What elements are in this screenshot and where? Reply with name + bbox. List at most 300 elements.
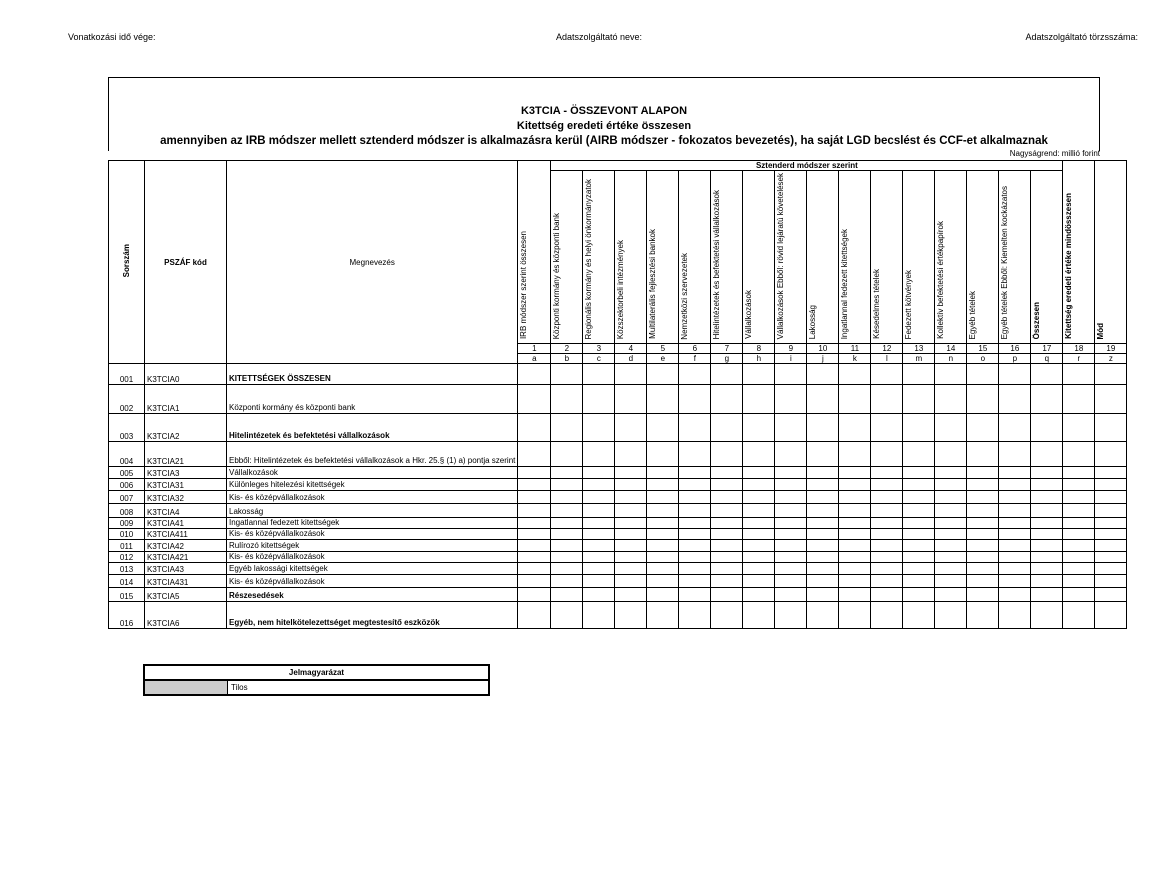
data-cell[interactable]	[1031, 518, 1063, 529]
data-cell[interactable]	[871, 552, 903, 563]
data-cell[interactable]	[1063, 552, 1095, 563]
data-cell[interactable]	[647, 364, 679, 385]
data-cell[interactable]	[615, 385, 647, 414]
data-cell[interactable]	[999, 563, 1031, 575]
data-cell[interactable]	[839, 504, 871, 518]
data-cell[interactable]	[647, 540, 679, 552]
data-cell[interactable]	[967, 529, 999, 540]
data-cell[interactable]	[743, 414, 775, 442]
data-cell[interactable]	[903, 504, 935, 518]
data-cell[interactable]	[583, 540, 615, 552]
data-cell[interactable]	[679, 385, 711, 414]
data-cell[interactable]	[615, 479, 647, 491]
data-cell[interactable]	[1031, 414, 1063, 442]
data-cell[interactable]	[615, 442, 647, 467]
data-cell[interactable]	[999, 602, 1031, 629]
data-cell[interactable]	[807, 529, 839, 540]
data-cell[interactable]	[935, 479, 967, 491]
data-cell[interactable]	[871, 479, 903, 491]
data-cell[interactable]	[615, 364, 647, 385]
data-cell[interactable]	[647, 552, 679, 563]
data-cell[interactable]	[903, 414, 935, 442]
data-cell[interactable]	[583, 467, 615, 479]
data-cell[interactable]	[807, 467, 839, 479]
data-cell[interactable]	[583, 575, 615, 588]
data-cell[interactable]	[871, 540, 903, 552]
data-cell[interactable]	[775, 518, 807, 529]
data-cell[interactable]	[775, 552, 807, 563]
data-cell[interactable]	[871, 575, 903, 588]
data-cell[interactable]	[743, 552, 775, 563]
data-cell[interactable]	[615, 602, 647, 629]
data-cell[interactable]	[935, 602, 967, 629]
data-cell[interactable]	[518, 491, 551, 504]
data-cell[interactable]	[583, 385, 615, 414]
data-cell[interactable]	[1095, 602, 1127, 629]
data-cell[interactable]	[839, 552, 871, 563]
data-cell[interactable]	[1063, 385, 1095, 414]
data-cell[interactable]	[583, 491, 615, 504]
data-cell[interactable]	[1031, 602, 1063, 629]
data-cell[interactable]	[903, 467, 935, 479]
data-cell[interactable]	[903, 552, 935, 563]
data-cell[interactable]	[775, 504, 807, 518]
data-cell[interactable]	[871, 504, 903, 518]
data-cell[interactable]	[743, 504, 775, 518]
data-cell[interactable]	[1031, 442, 1063, 467]
data-cell[interactable]	[871, 414, 903, 442]
data-cell[interactable]	[935, 540, 967, 552]
data-cell[interactable]	[807, 414, 839, 442]
data-cell[interactable]	[743, 588, 775, 602]
data-cell[interactable]	[1063, 504, 1095, 518]
data-cell[interactable]	[551, 385, 583, 414]
data-cell[interactable]	[807, 540, 839, 552]
data-cell[interactable]	[551, 491, 583, 504]
data-cell[interactable]	[999, 518, 1031, 529]
data-cell[interactable]	[711, 467, 743, 479]
data-cell[interactable]	[743, 529, 775, 540]
data-cell[interactable]	[807, 563, 839, 575]
data-cell[interactable]	[743, 491, 775, 504]
data-cell[interactable]	[615, 529, 647, 540]
data-cell[interactable]	[967, 479, 999, 491]
data-cell[interactable]	[935, 504, 967, 518]
data-cell[interactable]	[743, 467, 775, 479]
data-cell[interactable]	[1031, 563, 1063, 575]
data-cell[interactable]	[1031, 491, 1063, 504]
data-cell[interactable]	[583, 529, 615, 540]
data-cell[interactable]	[1095, 442, 1127, 467]
data-cell[interactable]	[871, 467, 903, 479]
data-cell[interactable]	[807, 602, 839, 629]
data-cell[interactable]	[871, 385, 903, 414]
data-cell[interactable]	[615, 552, 647, 563]
data-cell[interactable]	[1063, 588, 1095, 602]
data-cell[interactable]	[1063, 442, 1095, 467]
data-cell[interactable]	[743, 575, 775, 588]
data-cell[interactable]	[999, 588, 1031, 602]
data-cell[interactable]	[1031, 467, 1063, 479]
data-cell[interactable]	[551, 364, 583, 385]
data-cell[interactable]	[679, 479, 711, 491]
data-cell[interactable]	[551, 518, 583, 529]
data-cell[interactable]	[935, 529, 967, 540]
data-cell[interactable]	[711, 442, 743, 467]
data-cell[interactable]	[583, 479, 615, 491]
data-cell[interactable]	[999, 442, 1031, 467]
data-cell[interactable]	[871, 518, 903, 529]
data-cell[interactable]	[999, 364, 1031, 385]
data-cell[interactable]	[583, 414, 615, 442]
data-cell[interactable]	[935, 491, 967, 504]
data-cell[interactable]	[1095, 529, 1127, 540]
data-cell[interactable]	[1063, 414, 1095, 442]
data-cell[interactable]	[839, 602, 871, 629]
data-cell[interactable]	[1031, 504, 1063, 518]
data-cell[interactable]	[551, 588, 583, 602]
data-cell[interactable]	[647, 588, 679, 602]
data-cell[interactable]	[679, 602, 711, 629]
data-cell[interactable]	[967, 552, 999, 563]
data-cell[interactable]	[935, 364, 967, 385]
data-cell[interactable]	[615, 588, 647, 602]
data-cell[interactable]	[903, 602, 935, 629]
data-cell[interactable]	[967, 491, 999, 504]
data-cell[interactable]	[1095, 540, 1127, 552]
data-cell[interactable]	[935, 552, 967, 563]
data-cell[interactable]	[711, 540, 743, 552]
data-cell[interactable]	[1063, 491, 1095, 504]
data-cell[interactable]	[967, 414, 999, 442]
data-cell[interactable]	[711, 575, 743, 588]
data-cell[interactable]	[839, 364, 871, 385]
data-cell[interactable]	[583, 602, 615, 629]
data-cell[interactable]	[583, 563, 615, 575]
data-cell[interactable]	[903, 491, 935, 504]
data-cell[interactable]	[999, 575, 1031, 588]
data-cell[interactable]	[711, 563, 743, 575]
data-cell[interactable]	[807, 518, 839, 529]
data-cell[interactable]	[647, 602, 679, 629]
data-cell[interactable]	[839, 529, 871, 540]
data-cell[interactable]	[775, 414, 807, 442]
data-cell[interactable]	[743, 364, 775, 385]
data-cell[interactable]	[967, 504, 999, 518]
data-cell[interactable]	[711, 491, 743, 504]
data-cell[interactable]	[839, 414, 871, 442]
data-cell[interactable]	[711, 552, 743, 563]
data-cell[interactable]	[647, 563, 679, 575]
data-cell[interactable]	[743, 442, 775, 467]
data-cell[interactable]	[518, 414, 551, 442]
data-cell[interactable]	[679, 540, 711, 552]
data-cell[interactable]	[839, 491, 871, 504]
data-cell[interactable]	[903, 540, 935, 552]
data-cell[interactable]	[999, 529, 1031, 540]
data-cell[interactable]	[711, 414, 743, 442]
data-cell[interactable]	[1031, 588, 1063, 602]
data-cell[interactable]	[679, 364, 711, 385]
data-cell[interactable]	[903, 364, 935, 385]
data-cell[interactable]	[807, 442, 839, 467]
data-cell[interactable]	[615, 575, 647, 588]
data-cell[interactable]	[518, 504, 551, 518]
data-cell[interactable]	[839, 540, 871, 552]
data-cell[interactable]	[1095, 414, 1127, 442]
data-cell[interactable]	[839, 467, 871, 479]
data-cell[interactable]	[743, 479, 775, 491]
data-cell[interactable]	[775, 575, 807, 588]
data-cell[interactable]	[871, 563, 903, 575]
data-cell[interactable]	[647, 529, 679, 540]
data-cell[interactable]	[711, 479, 743, 491]
data-cell[interactable]	[775, 540, 807, 552]
data-cell[interactable]	[743, 540, 775, 552]
data-cell[interactable]	[518, 588, 551, 602]
data-cell[interactable]	[711, 518, 743, 529]
data-cell[interactable]	[743, 602, 775, 629]
data-cell[interactable]	[967, 518, 999, 529]
data-cell[interactable]	[518, 385, 551, 414]
data-cell[interactable]	[551, 602, 583, 629]
data-cell[interactable]	[1063, 518, 1095, 529]
data-cell[interactable]	[903, 563, 935, 575]
data-cell[interactable]	[551, 414, 583, 442]
data-cell[interactable]	[1095, 504, 1127, 518]
data-cell[interactable]	[551, 467, 583, 479]
data-cell[interactable]	[1095, 518, 1127, 529]
data-cell[interactable]	[711, 385, 743, 414]
data-cell[interactable]	[839, 442, 871, 467]
data-cell[interactable]	[518, 529, 551, 540]
data-cell[interactable]	[711, 602, 743, 629]
data-cell[interactable]	[999, 479, 1031, 491]
data-cell[interactable]	[743, 563, 775, 575]
data-cell[interactable]	[1031, 385, 1063, 414]
data-cell[interactable]	[551, 540, 583, 552]
data-cell[interactable]	[935, 442, 967, 467]
data-cell[interactable]	[551, 563, 583, 575]
data-cell[interactable]	[679, 414, 711, 442]
data-cell[interactable]	[807, 575, 839, 588]
data-cell[interactable]	[871, 529, 903, 540]
data-cell[interactable]	[518, 442, 551, 467]
data-cell[interactable]	[1063, 540, 1095, 552]
data-cell[interactable]	[615, 414, 647, 442]
data-cell[interactable]	[775, 563, 807, 575]
data-cell[interactable]	[647, 442, 679, 467]
data-cell[interactable]	[999, 467, 1031, 479]
data-cell[interactable]	[967, 385, 999, 414]
data-cell[interactable]	[1063, 575, 1095, 588]
data-cell[interactable]	[518, 552, 551, 563]
data-cell[interactable]	[583, 588, 615, 602]
data-cell[interactable]	[999, 491, 1031, 504]
data-cell[interactable]	[647, 491, 679, 504]
data-cell[interactable]	[711, 529, 743, 540]
data-cell[interactable]	[967, 602, 999, 629]
data-cell[interactable]	[775, 385, 807, 414]
data-cell[interactable]	[647, 575, 679, 588]
data-cell[interactable]	[1095, 491, 1127, 504]
data-cell[interactable]	[679, 491, 711, 504]
data-cell[interactable]	[551, 479, 583, 491]
data-cell[interactable]	[1031, 575, 1063, 588]
data-cell[interactable]	[679, 588, 711, 602]
data-cell[interactable]	[1063, 479, 1095, 491]
data-cell[interactable]	[775, 364, 807, 385]
data-cell[interactable]	[583, 504, 615, 518]
data-cell[interactable]	[999, 504, 1031, 518]
data-cell[interactable]	[615, 563, 647, 575]
data-cell[interactable]	[679, 504, 711, 518]
data-cell[interactable]	[743, 518, 775, 529]
data-cell[interactable]	[903, 588, 935, 602]
data-cell[interactable]	[1031, 540, 1063, 552]
data-cell[interactable]	[647, 385, 679, 414]
data-cell[interactable]	[711, 588, 743, 602]
data-cell[interactable]	[775, 442, 807, 467]
data-cell[interactable]	[1095, 364, 1127, 385]
data-cell[interactable]	[518, 467, 551, 479]
data-cell[interactable]	[647, 479, 679, 491]
data-cell[interactable]	[775, 529, 807, 540]
data-cell[interactable]	[935, 563, 967, 575]
data-cell[interactable]	[839, 575, 871, 588]
data-cell[interactable]	[775, 479, 807, 491]
data-cell[interactable]	[807, 504, 839, 518]
data-cell[interactable]	[807, 588, 839, 602]
data-cell[interactable]	[1063, 602, 1095, 629]
data-cell[interactable]	[1095, 552, 1127, 563]
data-cell[interactable]	[615, 540, 647, 552]
data-cell[interactable]	[583, 518, 615, 529]
data-cell[interactable]	[967, 467, 999, 479]
data-cell[interactable]	[551, 575, 583, 588]
data-cell[interactable]	[1063, 529, 1095, 540]
data-cell[interactable]	[1095, 588, 1127, 602]
data-cell[interactable]	[1095, 563, 1127, 575]
data-cell[interactable]	[967, 563, 999, 575]
data-cell[interactable]	[935, 518, 967, 529]
data-cell[interactable]	[711, 364, 743, 385]
data-cell[interactable]	[647, 467, 679, 479]
data-cell[interactable]	[775, 588, 807, 602]
data-cell[interactable]	[1095, 467, 1127, 479]
data-cell[interactable]	[903, 479, 935, 491]
data-cell[interactable]	[903, 529, 935, 540]
data-cell[interactable]	[647, 504, 679, 518]
data-cell[interactable]	[551, 504, 583, 518]
data-cell[interactable]	[518, 364, 551, 385]
data-cell[interactable]	[935, 414, 967, 442]
data-cell[interactable]	[999, 385, 1031, 414]
data-cell[interactable]	[839, 479, 871, 491]
data-cell[interactable]	[518, 540, 551, 552]
data-cell[interactable]	[679, 552, 711, 563]
data-cell[interactable]	[967, 588, 999, 602]
data-cell[interactable]	[583, 364, 615, 385]
data-cell[interactable]	[583, 442, 615, 467]
data-cell[interactable]	[1031, 364, 1063, 385]
data-cell[interactable]	[775, 602, 807, 629]
data-cell[interactable]	[999, 540, 1031, 552]
data-cell[interactable]	[1031, 479, 1063, 491]
data-cell[interactable]	[839, 588, 871, 602]
data-cell[interactable]	[1031, 529, 1063, 540]
data-cell[interactable]	[903, 442, 935, 467]
data-cell[interactable]	[679, 467, 711, 479]
data-cell[interactable]	[1095, 479, 1127, 491]
data-cell[interactable]	[807, 364, 839, 385]
data-cell[interactable]	[518, 518, 551, 529]
data-cell[interactable]	[518, 575, 551, 588]
data-cell[interactable]	[711, 504, 743, 518]
data-cell[interactable]	[679, 563, 711, 575]
data-cell[interactable]	[518, 563, 551, 575]
data-cell[interactable]	[615, 504, 647, 518]
data-cell[interactable]	[518, 602, 551, 629]
data-cell[interactable]	[839, 518, 871, 529]
data-cell[interactable]	[967, 540, 999, 552]
data-cell[interactable]	[647, 518, 679, 529]
data-cell[interactable]	[871, 491, 903, 504]
data-cell[interactable]	[935, 385, 967, 414]
data-cell[interactable]	[839, 385, 871, 414]
data-cell[interactable]	[1063, 364, 1095, 385]
data-cell[interactable]	[807, 385, 839, 414]
data-cell[interactable]	[999, 414, 1031, 442]
data-cell[interactable]	[839, 563, 871, 575]
data-cell[interactable]	[775, 467, 807, 479]
data-cell[interactable]	[871, 588, 903, 602]
data-cell[interactable]	[871, 442, 903, 467]
data-cell[interactable]	[1095, 385, 1127, 414]
data-cell[interactable]	[807, 479, 839, 491]
data-cell[interactable]	[1095, 575, 1127, 588]
data-cell[interactable]	[967, 364, 999, 385]
data-cell[interactable]	[551, 442, 583, 467]
data-cell[interactable]	[871, 364, 903, 385]
data-cell[interactable]	[679, 442, 711, 467]
data-cell[interactable]	[1031, 552, 1063, 563]
data-cell[interactable]	[679, 518, 711, 529]
data-cell[interactable]	[967, 575, 999, 588]
data-cell[interactable]	[1063, 467, 1095, 479]
data-cell[interactable]	[679, 529, 711, 540]
data-cell[interactable]	[551, 529, 583, 540]
data-cell[interactable]	[743, 385, 775, 414]
data-cell[interactable]	[679, 575, 711, 588]
data-cell[interactable]	[775, 491, 807, 504]
data-cell[interactable]	[999, 552, 1031, 563]
data-cell[interactable]	[1063, 563, 1095, 575]
data-cell[interactable]	[903, 575, 935, 588]
data-cell[interactable]	[807, 552, 839, 563]
data-cell[interactable]	[615, 518, 647, 529]
data-cell[interactable]	[935, 575, 967, 588]
data-cell[interactable]	[935, 588, 967, 602]
data-cell[interactable]	[647, 414, 679, 442]
data-cell[interactable]	[615, 491, 647, 504]
data-cell[interactable]	[903, 385, 935, 414]
data-cell[interactable]	[551, 552, 583, 563]
data-cell[interactable]	[615, 467, 647, 479]
data-cell[interactable]	[967, 442, 999, 467]
data-cell[interactable]	[583, 552, 615, 563]
data-cell[interactable]	[935, 467, 967, 479]
